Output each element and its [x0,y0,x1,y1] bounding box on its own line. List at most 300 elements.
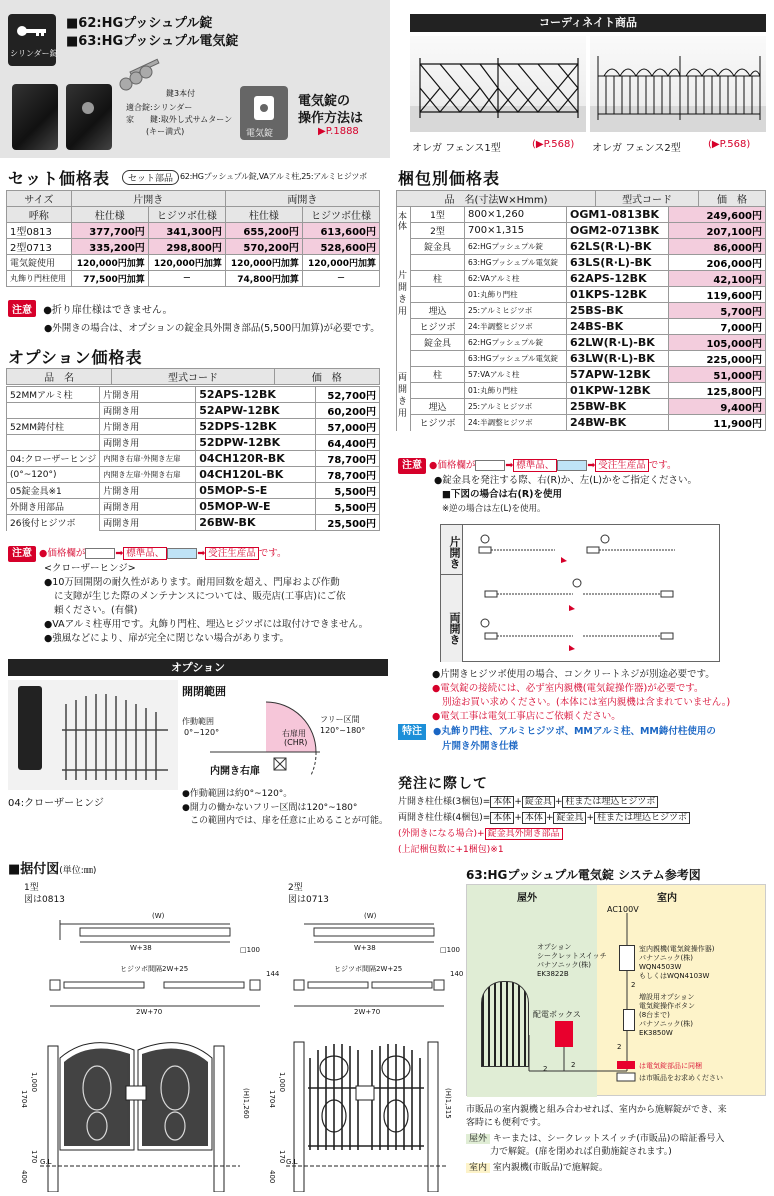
elev1-gl: G.L [40,1158,52,1166]
konpo-side [397,319,411,335]
drawing-title-text: ■据付図 [8,862,60,877]
set-price-title: セット価格表 [8,169,111,188]
table-row [7,419,380,435]
opt-notes-tag: 注意 [8,546,36,562]
table-row [7,255,380,271]
sys-okugai-txt: キーまたは、シークレットスイッチ(市販品)の暗証番号入 [492,1134,725,1144]
fig-note: ■下図の場合は右(R)を使用 [442,489,562,500]
plan2-100: □100 [440,946,460,954]
konpo-code: 24BW-BK [567,415,669,431]
table-row [7,515,380,531]
option-price-title: オプション価格表 [8,348,143,367]
option-group: 05錠金具※1 [7,483,100,499]
sys-legend-2: は市販品をお求めください [639,1074,723,1082]
lock-note: ●錠金具を発注する際、右(R)か、左(L)かをご指定ください。 [434,475,698,486]
set-h-hiji-1: ヒジツボ仕様 [148,207,225,223]
konpo-price: 9,400円 [669,399,766,415]
option-price-table [6,368,380,385]
sys-note-1: 市販品の室内親機と組み合わせれば、室内から施解錠ができ、来 [466,1105,727,1115]
migi-label: 右扉用 [282,729,306,738]
coordinate-item-1: オレガ フェンス1型 [412,143,501,154]
table-row [7,403,380,419]
sys-pana2: パナソニック(株) [639,954,693,962]
konpo-price: 7,000円 [669,319,766,335]
konpo-size: 25:アルミヒジツボ [465,303,567,319]
konpo-h-code: 型式コード [596,191,699,207]
konpo-cat: ヒジツボ [411,319,465,335]
coordinate-title: コーディネイト商品 [410,14,766,32]
table-row [7,223,380,239]
closer-note-2: ●VAアルミ柱専用です。丸飾り門柱、埋込ヒジツボには取付けできません。 [44,619,369,630]
opt-h-name: 品 名 [7,369,112,385]
order-outer-note: (上記梱包数に+1梱包)※1 [398,845,504,855]
konpo-code: 01KPW-12BK [567,383,669,399]
konpo-size: 800×1,260 [465,207,567,223]
table-row [397,319,766,335]
konpo-price: 119,600円 [669,287,766,303]
konpo-note-2b: 別途お買い求めください。(本体には室内親機は含まれていません。) [442,697,731,708]
set-price-table [6,190,380,287]
konpo-cat: 1型 [411,207,465,223]
plan1-100: □100 [240,946,260,954]
order-title-text: 発注に際して [398,776,488,792]
option-price: 57,000円 [316,419,380,435]
product-63: ■63:HGプッシュプル電気錠 [66,34,239,49]
plus: + [586,813,594,823]
legend-order-2: 受注生産品 [595,459,649,472]
konpo-size: 63:HGプッシュプル電気錠 [465,255,567,271]
closer-note-1: ●10万回開閉の耐久性があります。耐用回数を超え、門扉および作動 [44,577,340,588]
closer-heading: <クローザーヒンジ> [44,563,136,574]
option-sub: 両開き用 [100,515,196,531]
legend-std: 標準品、 [123,547,167,560]
price-cell: 341,300円 [148,223,225,239]
plan1-w38: W+38 [130,944,152,952]
sys-opt: オプション [537,943,572,951]
konpo-side [397,335,411,351]
keys-photo [118,58,170,92]
konpo-rows [396,206,766,431]
table-row [397,207,766,223]
option-price: 52,700円 [316,387,380,403]
option-group: 04:クローザーヒンジ [7,451,100,467]
option-group: 52MM鋳付柱 [7,419,100,435]
price-cell: 298,800円 [148,239,225,255]
option-price: 5,500円 [316,483,380,499]
konpo-cat: 錠金具 [411,239,465,255]
konpo-h-name: 品 名(寸法W×Hmm) [397,191,596,207]
denki-icon [240,86,288,140]
table-row [7,435,380,451]
price-cell: 120,000円加算 [225,255,302,271]
table-row [397,399,766,415]
konpo-side-ryo: 両開き用 [398,373,408,419]
set-notes-tag: 注意 [8,300,36,317]
table-row [7,271,380,287]
closer-hinge-photo [8,680,178,790]
denki-label: 電気錠 [246,129,274,139]
option-sub: 内開き左扉·外開き右扉 [100,467,196,483]
konpo-price: 225,000円 [669,351,766,367]
price-cell: 74,800円加算 [225,271,302,287]
konpo-cat: 2型 [411,223,465,239]
option-code: 04CH120L-BK [196,467,316,483]
set-h-hiji-2: ヒジツボ仕様 [302,207,379,223]
drawing-type2: 2型 [288,883,303,893]
konpo-side [397,255,411,271]
elev2-400: 400 [268,1170,276,1184]
konpo-side-kata: 片開き用 [398,271,408,317]
drawing-type1-fig: 図は0813 [24,895,65,905]
order-outer-part: 錠金具外開き部品 [485,828,563,840]
konpo-code: OGM1-0813BK [567,207,669,223]
table-row [397,383,766,399]
legend-white-2 [475,460,505,471]
konpo-price: 249,600円 [669,207,766,223]
plus: + [514,797,522,807]
order-kin-2: 錠金具 [553,812,586,824]
order-honbai-3: 本体 [522,812,546,824]
order-kin: 錠金具 [522,796,555,808]
sys-note-1b: 客時にも便利です。 [466,1118,547,1128]
coordinate-page-1[interactable]: (▶P.568) [532,139,575,150]
konpo-cat: 埋込 [411,399,465,415]
konpo-code: 63LW(R·L)-BK [567,351,669,367]
set-note-2: ●外開きの場合は、オプションの錠金具外開き部品(5,500円加算)が必要です。 [44,323,380,334]
option-price: 64,400円 [316,435,380,451]
konpo-title: 梱包別価格表 [398,169,501,188]
closer-note-3: ●強風などにより、扉が完全に閉じない場合があります。 [44,633,290,644]
spec-lock: 適合錠:シリンダー [126,103,193,112]
option-price: 25,500円 [316,515,380,531]
table-row [7,387,380,403]
table-row [397,367,766,383]
set-h-hashira-1: 柱仕様 [71,207,148,223]
table-row [397,223,766,239]
sys-w2a: 2 [543,1065,548,1073]
row-name: 1型0813 [7,223,72,239]
order-block [398,776,768,858]
eq: = [482,797,491,807]
option-code: 52DPS-12BK [196,419,316,435]
konpo-size: 63:HGプッシュプル電気錠 [465,351,567,367]
legend-blue-2 [557,460,587,471]
option-sub: 片開き用 [100,387,196,403]
table-row [397,351,766,367]
sys-shitsunai: 室内 [657,893,677,904]
coordinate-item-2: オレガ フェンス2型 [592,143,681,154]
konpo-cat [411,255,465,271]
price-cell: ─ [302,271,379,287]
set-notes [8,300,386,334]
order-ryo-label: 両開き柱仕様(4梱包) [398,813,483,823]
range-title: 開閉範囲 [182,685,226,698]
sys-w2c: 2 [631,981,636,989]
konpo-price: 11,900円 [669,415,766,431]
konpo-side [397,351,411,367]
coordinate-page-2[interactable]: (▶P.568) [708,139,751,150]
sys-legend-1: は電気錠部品に同梱 [639,1062,702,1070]
konpo-h-price: 価 格 [699,191,766,207]
sys-btn: 電気錠操作ボタン [639,1002,695,1010]
konpo-cat [411,287,465,303]
order-kata-label: 片開き柱仕様(3梱包) [398,797,483,807]
elevation-drawing-2 [268,1028,460,1192]
plan2-w38: W+38 [354,944,376,952]
key-icon [16,24,46,36]
option-group: (0°~120°) [7,467,100,483]
order-hashira-2: 柱または埋込ヒジツボ [594,812,690,824]
closer-note-1b: に支障が生じた際のメンテナンスについては、販売店(工事店)にご依 [54,591,346,602]
set-h-ryo: 両開き [225,191,379,207]
konpo-code: 62APS-12BK [567,271,669,287]
price-cell: 613,600円 [302,223,379,239]
konpo-size: 62:HGプッシュプル錠 [465,239,567,255]
rl-diagram [440,524,720,662]
sys-shitsunai-tag: 室内 [466,1163,490,1173]
konpo-rows-table [396,206,766,431]
drawing-title [8,858,96,877]
konpo-price: 207,100円 [669,223,766,239]
option-rows [6,386,380,531]
price-cell: 655,200円 [225,223,302,239]
order-outer: (外開きになる場合)+ [398,829,485,839]
option-price: 5,500円 [316,499,380,515]
price-cell: 77,500円加算 [71,271,148,287]
elev1-1704: 1704 [20,1090,28,1108]
sys-ac: AC100V [607,905,639,914]
option-sub: 両開き用 [100,435,196,451]
plan1-144: 144 [266,970,280,978]
tokki-block [398,724,768,754]
price-cell: 120,000円加算 [71,255,148,271]
option-code: 05MOP-S-E [196,483,316,499]
table-row [7,499,380,515]
sys-wiring [467,885,767,1097]
range-note-1: ●作動範囲は約0°~120°。 [182,789,293,799]
option-sub: 両開き用 [100,499,196,515]
konpo-note-1: ●片開きヒジツボ使用の場合、コンクリートネジが別途必要です。 [432,669,715,680]
option-group: 52MMアルミ柱 [7,387,100,403]
konpo-note-2: ●電気錠の接続には、必ず室内親機(電気錠操作器)が必要です。 [432,683,704,694]
option-group: 26後付ヒジツボ [7,515,100,531]
free-value: 120°~180° [320,726,366,735]
row-name: 2型0713 [7,239,72,255]
legend-white [85,548,115,559]
table-row [7,451,380,467]
price-cell: 335,200円 [71,239,148,255]
closer-hinge-caption: 04:クローザーヒンジ [8,798,104,809]
konpo-code: 63LS(R·L)-BK [567,255,669,271]
sys-ek1: EK3822B [537,970,569,978]
op-title-2: 操作方法は [298,111,364,126]
plus: + [554,797,563,807]
keys-count: 鍵3本付 [166,89,196,98]
option-sub: 片開き用 [100,419,196,435]
elev2-1704: 1704 [268,1090,276,1108]
legend-desu: です。 [258,548,287,559]
tokki-note: ●丸飾り門柱、アルミヒジツボ、MMアルミ柱、MM鋳付柱使用の [433,726,716,737]
tokki-note-b: 片開き外開き仕様 [442,741,519,752]
konpo-cat [411,383,465,399]
option-code: 04CH120R-BK [196,451,316,467]
option-code: 52APS-12BK [196,387,316,403]
sys-haiden: 配電ボックス [533,1010,581,1019]
spec-key: 家 鍵:取外し式サムターン [126,115,233,124]
price-cell: 570,200円 [225,239,302,255]
option-notes [8,546,386,646]
arrow-1: ➡ [115,548,124,559]
opt-h-price: 価 格 [274,369,379,385]
set-parts: 62:HGプッシュプル錠,VAアルミ柱,25:アルミヒジツボ [180,172,367,181]
konpo-notes: 注意 ●価格欄が ➡ 標準品、 ➡ 受注生産品 です。 ●錠金具を発注する際、右(R)か、左(L)かをご指定ください。 ■下図の場合は右(R)を使用 ※逆の場合は左(L)を使用。 [398,458,768,516]
konpo-cat: 錠金具 [411,335,465,351]
set-h-call: 呼称 [7,207,72,223]
table-row [7,239,380,255]
konpo-cat: 柱 [411,367,465,383]
konpo-price: 86,000円 [669,239,766,255]
cylinder-icon-box [8,14,56,66]
order-honbai-2: 本体 [490,812,514,824]
sys-ek2: EK3850W [639,1029,673,1037]
konpo-size: 25:アルミヒジツボ [465,399,567,415]
konpo-code: 25BS-BK [567,303,669,319]
sys-oya: 室内親機(電気錠操作器) [639,945,715,953]
konpo-code: 62LW(R·L)-BK [567,335,669,351]
handle-photo-2 [66,84,112,150]
konpo-size: 01:丸飾り門柱 [465,287,567,303]
opt-price-col: ●価格欄が [39,548,86,559]
table-row [7,467,380,483]
konpo-cat: 柱 [411,271,465,287]
set-h-hashira-2: 柱仕様 [225,207,302,223]
gyaku-note: ※逆の場合は左(L)を使用。 [442,504,546,514]
sys-pana1: パナソニック(株) [537,961,591,969]
sys-secret: シークレットスイッチ [537,952,607,960]
konpo-size: 01:丸飾り門柱 [465,383,567,399]
konpo-price: 105,000円 [669,335,766,351]
sadou-value: 0°~120° [184,728,220,737]
system-diagram [466,884,766,1096]
konpo-code: 25BW-BK [567,399,669,415]
sys-wqn2: もしくはWQN4103W [639,972,710,980]
option-sub: 片開き用 [100,483,196,499]
konpo-cat: 埋込 [411,303,465,319]
order-honbai: 本体 [490,796,514,808]
option-group: 外開き用部品 [7,499,100,515]
price-cell: 120,000円加算 [302,255,379,271]
range-note-3: この範囲内では、扉を任意に止めることが可能。 [190,816,389,826]
option-price: 78,700円 [316,451,380,467]
plan1-hiji: ヒジツボ間隔2W+25 [120,965,189,973]
sys-okugai: 屋外 [517,893,537,904]
konpo-code: OGM2-0713BK [567,223,669,239]
drawing-type2-fig: 図は0713 [288,895,329,905]
op-page-link[interactable]: ▶P.1888 [318,126,359,137]
legend-blue [167,548,197,559]
option-code: 26BW-BK [196,515,316,531]
plan-drawing-2 [284,910,464,1020]
elev2-h: (H)1,315 [444,1088,452,1119]
rl-ryo: 両開き [441,575,463,662]
sadou-label: 作動範囲 [182,717,214,726]
option-sub: 両開き用 [100,403,196,419]
sys-btn2: (8台まで) [639,1011,670,1019]
cylinder-label: シリンダー錠 [10,49,58,58]
uchi-label: 内開き右扉 [210,766,260,777]
table-row [397,415,766,431]
konpo-price: 51,000円 [669,367,766,383]
sys-wqn1: WQN4503W [639,963,682,971]
konpo-size: 62:VAアルミ柱 [465,271,567,287]
option-rows-table [6,386,380,531]
konpo-notes-2 [432,668,772,724]
row-name: 電気錠使用 [7,255,72,271]
table-row [397,287,766,303]
legend-std-2: 標準品、 [513,459,557,472]
eq: = [482,813,491,823]
price-cell: 120,000円加算 [148,255,225,271]
closer-note-1c: 頼ください。(有償) [54,605,138,616]
option-bar: オプション [8,659,388,676]
system-notes [466,1104,768,1175]
sys-w2d: 2 [617,1043,622,1051]
drawing-type1: 1型 [24,883,39,893]
plus: + [545,813,554,823]
handle-photo-1 [12,84,58,150]
elev2-170: 170 [278,1150,286,1164]
konpo-code: 01KPS-12BK [567,287,669,303]
sys-w2b: 2 [571,1061,576,1069]
option-code: 52DPW-12BK [196,435,316,451]
table-row [397,239,766,255]
plan-drawing-1 [40,910,280,1020]
konpo-price-col: ●価格欄が [429,460,476,471]
set-parts-label: セット部品 [122,170,179,185]
sys-okugai-txt2: 力で解錠。(扉を閉めれば自動施錠されます。) [490,1147,672,1157]
price-cell: 377,700円 [71,223,148,239]
konpo-price: 125,800円 [669,383,766,399]
row-name: 丸飾り門柱使用 [7,271,72,287]
konpo-notes-tag: 注意 [398,458,426,474]
plan2-2w: 2W+70 [354,1008,381,1016]
option-price: 60,200円 [316,403,380,419]
konpo-cat: ヒジツボ [411,415,465,431]
set-note-1: ●折り扉仕様はできません。 [43,305,173,316]
order-hashira: 柱または埋込ヒジツボ [562,796,658,808]
elevation-drawing-1 [20,1028,260,1192]
sys-shitsunai-txt: 室内親機(市販品)で施解錠。 [492,1163,608,1173]
op-title-1: 電気錠の [298,94,351,109]
konpo-price: 42,100円 [669,271,766,287]
table-row [397,335,766,351]
konpo-size: 24:半調整ヒジツボ [465,415,567,431]
plan2-140: 140 [450,970,464,978]
konpo-cat [411,351,465,367]
system-title: 63:HGプッシュプル電気錠 システム参考図 [466,868,701,882]
sys-add: 増設用オプション [639,993,695,1001]
free-label: フリー区間 [320,715,360,724]
konpo-price: 206,000円 [669,255,766,271]
plan1-2w: 2W+70 [136,1008,163,1016]
spec-key2: (キー満式) [146,127,185,136]
set-h-kata: 片開き [71,191,225,207]
konpo-size: 62:HGプッシュプル錠 [465,335,567,351]
konpo-size: 24:半調整ヒジツボ [465,319,567,335]
legend-desu-2: です。 [648,460,677,471]
elev1-1000: 1,000 [30,1072,38,1093]
konpo-side [397,239,411,255]
